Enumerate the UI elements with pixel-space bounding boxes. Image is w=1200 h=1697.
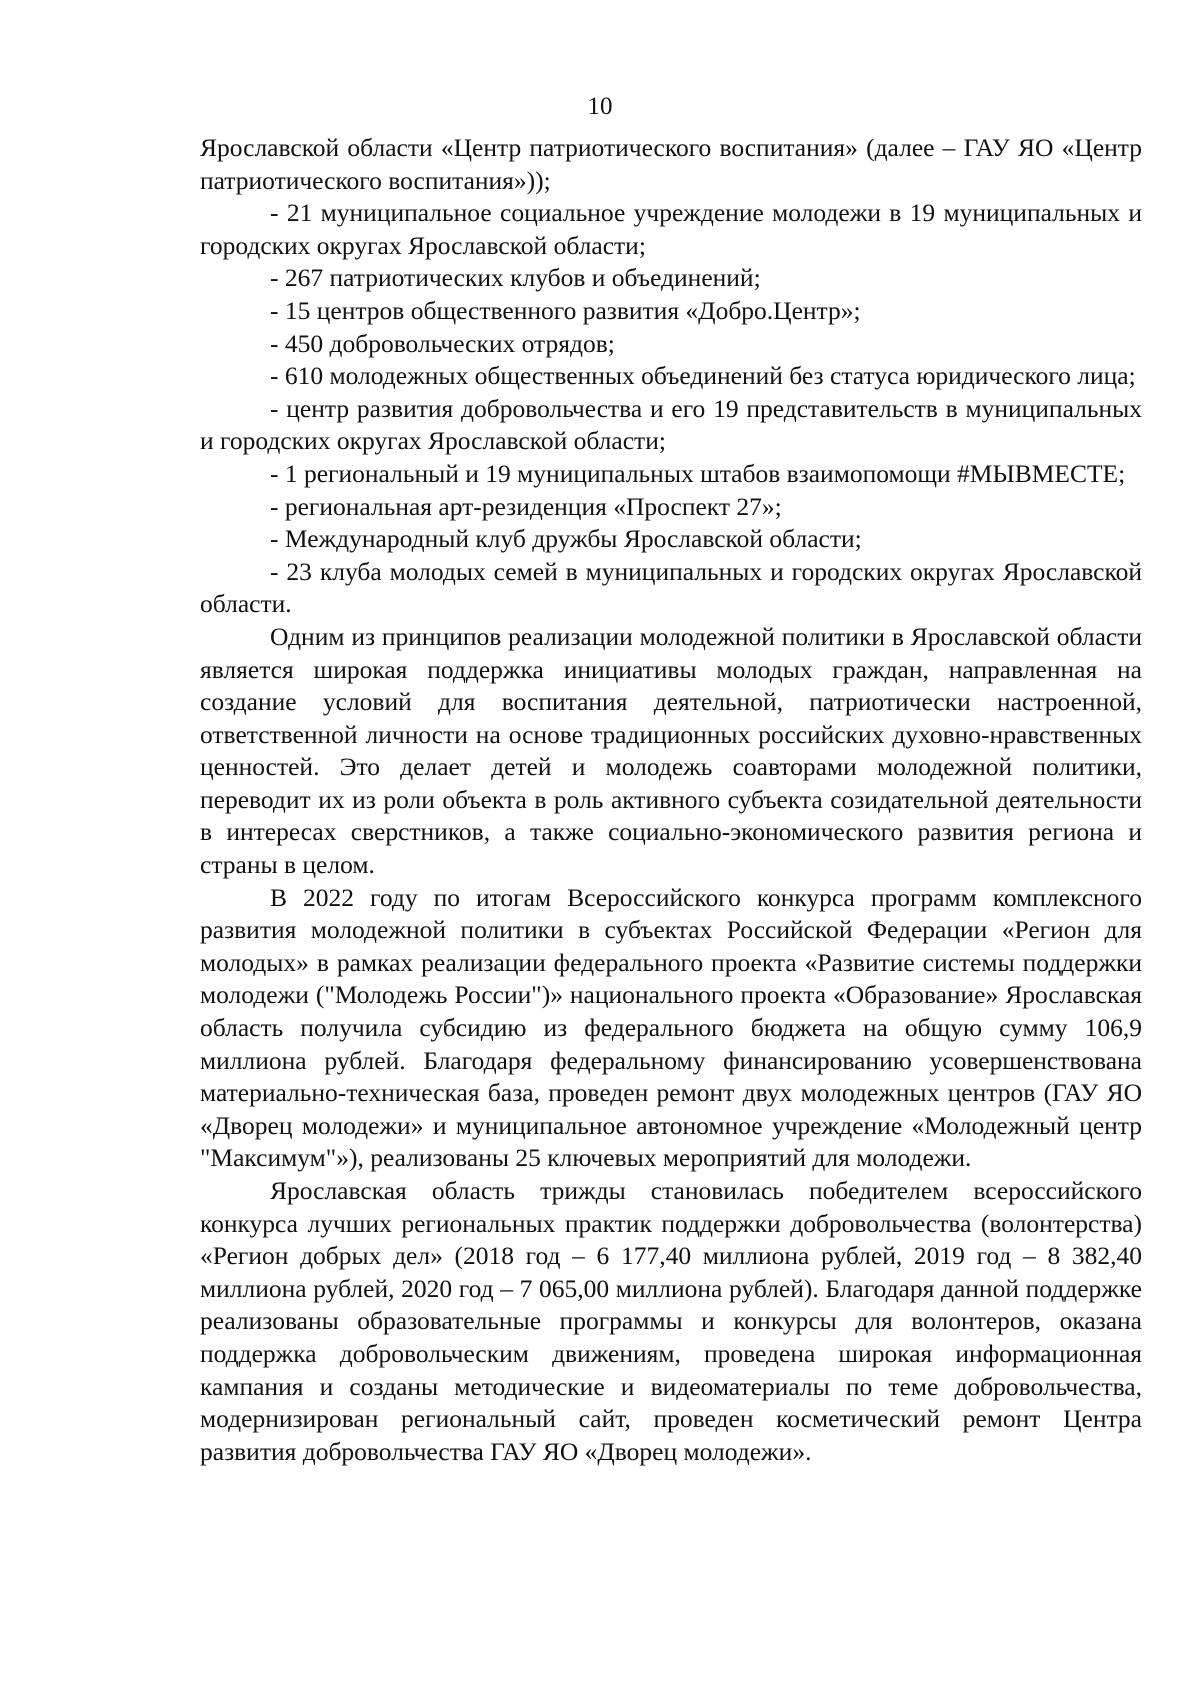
paragraph: В 2022 году по итогам Всероссийского конкурса программ комплексного развития молодежной политики в субъектах Российской Федерации «Регион для молодых» в рамках реализации федерального проекта «Развитие системы поддержки молодежи ("Молодежь России")» национального проекта «Образование» Ярославская область получила субсидию из федерального бюджета на общую сумму 106,9 миллиона рублей. Благодаря федеральному финансированию усовершенствована материально-техническая база, проведен ремонт двух молодежных центров (ГАУ ЯО «Дворец молодежи» и муниципальное автономное учреждение «Молодежный центр "Максимум"»), реализованы 25 ключевых мероприятий для молодежи.: [200, 882, 1142, 1173]
list-item: - 23 клуба молодых семей в муниципальных и городских округах Ярославской области.: [200, 556, 1142, 619]
list-item: - 267 патриотических клубов и объединений;: [270, 263, 761, 293]
paragraph-continuation: Ярославской области «Центр патриотического воспитания» (далее – ГАУ ЯО «Центр патриотического воспитания»));: [200, 133, 1142, 195]
list-item: - центр развития добровольчества и его 19 представительств в муниципальных и городских округах Ярославской области;: [200, 393, 1142, 456]
list-item: - 610 молодежных общественных объединений без статуса юридического лица;: [270, 361, 1136, 391]
document-body: [200, 132, 1142, 1468]
paragraph: Одним из принципов реализации молодежной политики в Ярославской области является широкая поддержка инициативы молодых граждан, направленная на создание условий для воспитания деятельной, патриотически настроенной, ответственной личности на основе традиционных российских духовно-нравственных ценностей. Это делает детей и молодежь соавторами молодежной политики, переводит их из роли объекта в роль активного субъекта созидательной деятельности в интересах сверстников, а также социально-экономического развития региона и страны в целом.: [200, 621, 1142, 880]
list-item: - 21 муниципальное социальное учреждение молодежи в 19 муниципальных и городских округах Ярославской области;: [200, 198, 1142, 260]
list-item: - региональная арт-резиденция «Проспект 27»;: [270, 491, 782, 521]
list-item: - 1 региональный и 19 муниципальных штабов взаимопомощи #МЫВМЕСТЕ;: [270, 458, 1126, 488]
list-item: - 15 центров общественного развития «Добро.Центр»;: [270, 295, 861, 325]
paragraph: Ярославская область трижды становилась победителем всероссийского конкурса лучших региональных практик поддержки добровольчества (волонтерства) «Регион добрых дел» (2018 год – 6 177,40 миллиона рублей, 2019 год – 8 382,40 миллиона рублей, 2020 год – 7 065,00 миллиона рублей). Благодаря данной поддержке реализованы образовательные программы и конкурсы для волонтеров, оказана поддержка добровольческим движениям, проведена широкая информационная кампания и созданы методические и видеоматериалы по теме добровольчества, модернизирован региональный сайт, проведен косметический ремонт Центра развития добровольчества ГАУ ЯО «Дворец молодежи».: [200, 1176, 1142, 1466]
list-item: - 450 добровольческих отрядов;: [270, 328, 615, 358]
page-number: 10: [587, 93, 613, 120]
list-item: - Международный клуб дружбы Ярославской области;: [270, 524, 862, 554]
